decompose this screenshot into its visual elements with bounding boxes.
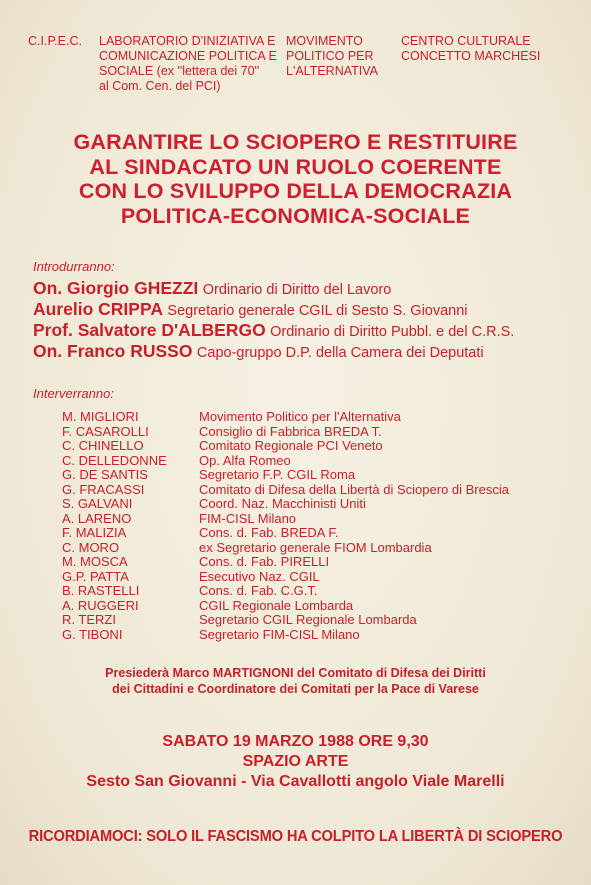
speaker-name: M. MOSCA [62,554,128,569]
organizer-line: MOVIMENTO [286,34,363,48]
speaker-name: C. CHINELLO [62,438,144,453]
speaker-row [62,526,562,541]
introducer-role: Ordinario di Diritto Pubbl. e del C.R.S. [270,324,515,340]
organizer-line: al Com. Cen. del PCI) [99,79,221,93]
speaker-row [62,599,562,614]
organizer-line: LABORATORIO D'INIZIATIVA E [99,34,276,48]
organizer-laboratorio [99,34,277,94]
speaker-name: M. MIGLIORI [62,409,139,424]
poster-title [0,130,591,228]
speaker-name: A. LARENO [62,510,132,526]
title-line: POLITICA-ECONOMICA-SOCIALE [120,203,471,228]
introducer-name: On. Giorgio GHEZZI [33,278,199,298]
speaker-row [62,468,562,483]
chair-announcement [0,665,591,697]
speaker-role: Esecutivo Naz. CGIL [199,568,320,584]
organizer-centro-culturale [401,34,540,64]
interventions-label: Interverranno: [33,386,114,401]
speaker-role: Movimento Politico per l'Alternativa [199,409,401,424]
organizer-line: POLITICO PER [286,49,374,63]
speaker-role: FIM-CISL Milano [199,510,297,526]
speaker-role: Cons. d. Fab. PIRELLI [199,554,330,569]
event-date: SABATO 19 MARZO 1988 ORE 9,30 [162,733,429,750]
introducers-list [33,278,578,362]
speaker-role: Cons. d. Fab. BREDA F. [199,525,339,540]
speaker-name: F. MALIZIA [62,525,127,540]
speaker-role: Op. Alfa Romeo [199,452,291,468]
speaker-name: B. RASTELLI [62,583,140,598]
organizer-line: CENTRO CULTURALE [401,34,531,48]
speaker-row [62,439,562,454]
organizer-line: L'ALTERNATIVA [286,64,378,78]
speaker-name: C. DELLEDONNE [62,452,167,468]
event-venue: SPAZIO ARTE [242,753,349,770]
speaker-row [62,410,562,425]
organizer-line: C.I.P.E.C. [28,34,82,48]
speaker-row [62,541,562,556]
speaker-role: CGIL Regionale Lombarda [199,597,354,613]
organizer-movimento [286,34,378,79]
event-address: Sesto San Giovanni - Via Cavallotti angolo Viale Marelli [86,773,505,790]
title-line: AL SINDACATO UN RUOLO COERENTE [89,154,502,179]
introducer-role: Ordinario di Diritto del Lavoro [202,282,392,298]
introducer-name: On. Franco RUSSO [33,341,193,361]
speaker-role: Coord. Naz. Macchinisti Uniti [199,496,366,511]
speaker-name: G. DE SANTIS [62,467,148,482]
introducer [33,341,578,362]
organizer-line: CONCETTO MARCHESI [401,49,541,63]
speaker-name: R. TERZI [62,612,116,627]
event-details [0,732,591,792]
speaker-name: G. TIBONI [62,626,123,642]
speaker-row [62,613,562,628]
speaker-role: ex Segretario generale FIOM Lombardia [199,539,432,555]
speaker-row [62,454,562,469]
organizer-line: COMUNICAZIONE POLITICA E [99,49,277,63]
speaker-role: Segretario CGIL Regionale Lombarda [199,612,417,627]
speaker-role: Segretario F.P. CGIL Roma [199,467,356,482]
title-line: GARANTIRE LO SCIOPERO E RESTITUIRE [73,130,518,154]
chair-line: dei Cittadini e Coordinatore dei Comitati per la Pace di Varese [112,682,479,696]
speaker-name: G.P. PATTA [62,568,129,584]
footer-slogan: RICORDIAMOCI: SOLO IL FASCISMO HA COLPITO LA LIBERTÀ DI SCIOPERO [28,828,563,845]
speakers-list [62,410,562,642]
organizer-cipec [28,34,82,49]
speaker-name: A. RUGGERI [62,597,139,613]
introducer [33,299,578,320]
speaker-role: Comitato di Difesa della Libertà di Sciopero di Brescia [199,481,509,497]
speaker-row [62,628,562,643]
speaker-role: Consiglio di Fabbrica BREDA T. [199,423,382,439]
organizer-line: SOCIALE (ex ''lettera dei 70'' [99,64,260,78]
speaker-row [62,497,562,512]
speaker-name: S. GALVANI [62,496,133,511]
intro-label: Introdurranno: [33,259,115,274]
introducer [33,278,578,299]
chair-line: Presiederà Marco MARTIGNONI del Comitato di Difesa dei Diritti [105,666,486,680]
introducer-name: Prof. Salvatore D'ALBERGO [33,320,266,340]
introducer [33,320,578,341]
introducer-role: Segretario generale CGIL di Sesto S. Giovanni [167,303,468,319]
speaker-role: Cons. d. Fab. C.G.T. [199,583,318,598]
speaker-row [62,570,562,585]
speaker-name: G. FRACASSI [62,481,145,497]
speaker-row [62,483,562,498]
speaker-row [62,555,562,570]
speaker-name: C. MORO [62,539,120,555]
introducer-role: Capo-gruppo D.P. della Camera dei Deputati [196,345,484,361]
introducer-name: Aurelio CRIPPA [33,299,163,319]
speaker-name: F. CASAROLLI [62,423,149,439]
speaker-row [62,425,562,440]
speaker-role: Comitato Regionale PCI Veneto [199,438,383,453]
speaker-row [62,512,562,527]
speaker-role: Segretario FIM-CISL Milano [199,626,360,642]
speaker-row [62,584,562,599]
title-line: CON LO SVILUPPO DELLA DEMOCRAZIA [78,179,513,203]
